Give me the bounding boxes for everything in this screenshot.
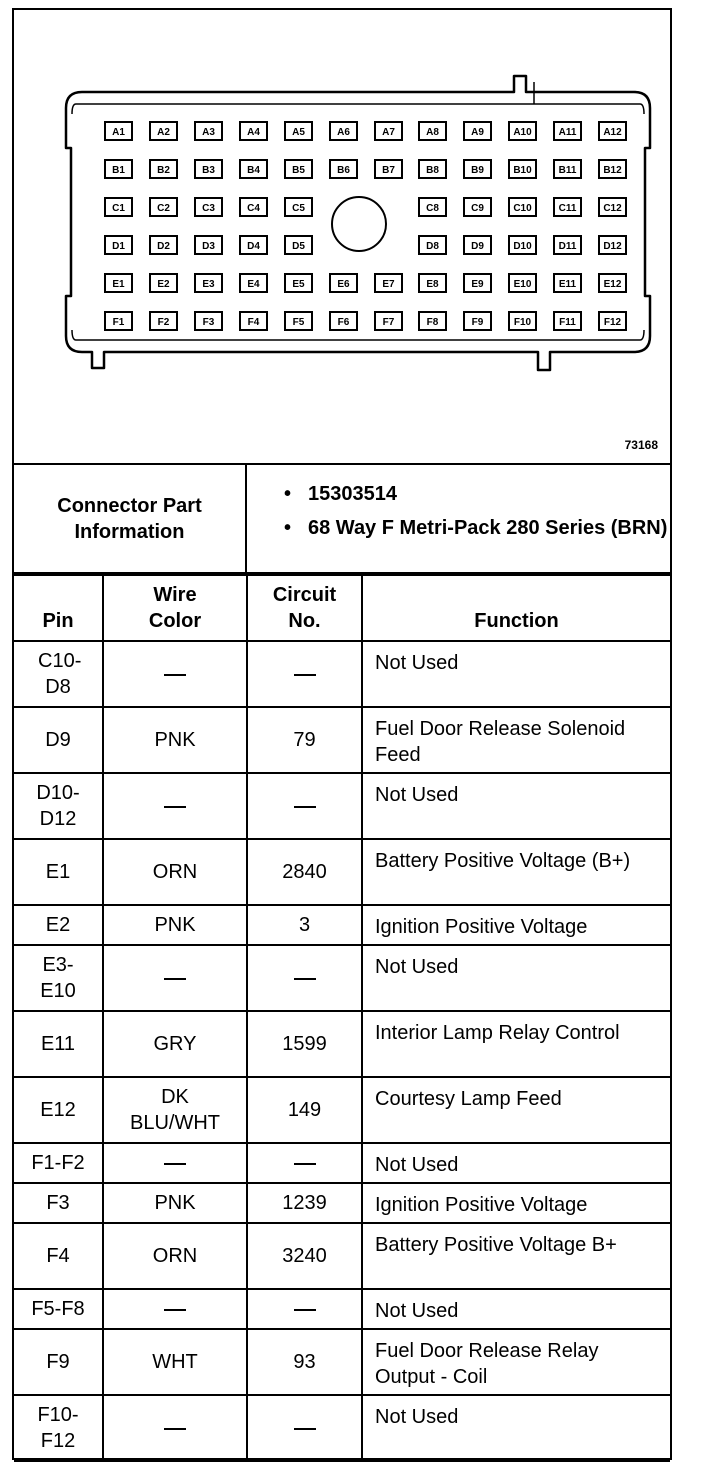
function-cell-text: Battery Positive Voltage B+: [375, 1234, 617, 1256]
pin-cell: [14, 1143, 103, 1183]
empty-dash: [164, 674, 186, 676]
function-cell-text: Not Used: [375, 1154, 459, 1176]
pin-cavity: [464, 122, 491, 140]
pin-label: C4: [247, 203, 260, 214]
wire-color-cell-text: ORN: [152, 861, 198, 883]
empty-dash: [164, 978, 186, 980]
pin-cell: [14, 1395, 103, 1461]
function-cell-text: Battery Positive Voltage (B+): [375, 850, 631, 872]
pin-label: B9: [471, 165, 484, 176]
wire-color-cell: [103, 1329, 247, 1395]
circuit-cell-text: 1599: [282, 1033, 327, 1055]
table-row: [14, 1011, 670, 1077]
circuit-cell-text: 3240: [282, 1245, 327, 1267]
pin-cavity: [285, 122, 312, 140]
pin-table-body: [14, 641, 670, 1461]
function-cell: [362, 1395, 670, 1461]
empty-dash: [164, 1309, 186, 1311]
pin-cell: [14, 707, 103, 773]
function-cell: [362, 1077, 670, 1143]
pin-label: A12: [603, 127, 622, 138]
pin-cell-text: C10-D8: [38, 650, 82, 698]
wire-color-cell: [103, 945, 247, 1011]
table-row: [14, 1395, 670, 1461]
pin-label: B1: [112, 165, 125, 176]
pin-cavity: [330, 274, 357, 292]
pin-cavity: [419, 122, 446, 140]
circuit-cell: [247, 1329, 362, 1395]
function-cell: [362, 945, 670, 1011]
function-cell: [362, 1289, 670, 1329]
circuit-cell-text: 2840: [282, 861, 327, 883]
pin-table: [14, 574, 670, 1462]
pin-cell: [14, 1289, 103, 1329]
table-row: [14, 1143, 670, 1183]
pin-label: D1: [112, 241, 125, 252]
function-cell: [362, 1143, 670, 1183]
pin-label: F5: [292, 317, 305, 328]
pin-label: C3: [202, 203, 215, 214]
wire-color-cell: [103, 1289, 247, 1329]
pin-cell-text: E2: [45, 914, 71, 936]
pin-label: B7: [382, 165, 395, 176]
pin-cell-text: F1-F2: [31, 1152, 85, 1174]
pin-cavity: [105, 236, 132, 254]
pin-label: B12: [603, 165, 622, 176]
pin-cavity: [330, 160, 357, 178]
pin-cell-text: E11: [40, 1033, 76, 1055]
function-cell-text: Interior Lamp Relay Control: [375, 1022, 620, 1044]
circuit-cell-text: 1239: [282, 1192, 327, 1214]
table-row: [14, 707, 670, 773]
pin-label: B6: [337, 165, 350, 176]
pin-label: D9: [471, 241, 484, 252]
pin-cell: [14, 945, 103, 1011]
pin-cell: [14, 839, 103, 905]
pin-cell: [14, 641, 103, 707]
pin-cavity: [240, 198, 267, 216]
wire-color-cell-text: WHT: [152, 1351, 198, 1373]
wire-color-cell-text: PNK: [154, 1192, 196, 1214]
pin-label: B2: [157, 165, 170, 176]
pin-cavity: [240, 312, 267, 330]
figure-number: 73168: [624, 438, 658, 452]
wire-color-cell: [103, 641, 247, 707]
pin-cavity: [150, 274, 177, 292]
connector-page: [12, 8, 672, 1460]
pin-cell-text: F10-F12: [37, 1404, 79, 1452]
pin-cavity: [150, 236, 177, 254]
pin-cavity: [554, 198, 581, 216]
pin-label: C5: [292, 203, 305, 214]
pin-label: B4: [247, 165, 260, 176]
wire-color-cell: [103, 1223, 247, 1289]
pin-label: A2: [157, 127, 170, 138]
wire-color-cell: [103, 1395, 247, 1461]
wire-color-cell: [103, 839, 247, 905]
pin-label: F9: [471, 317, 484, 328]
pin-label: F3: [202, 317, 215, 328]
pin-label: E5: [292, 279, 305, 290]
pin-cavity: [240, 274, 267, 292]
pin-label: F6: [337, 317, 350, 328]
pin-cavity: [509, 274, 536, 292]
pin-cavity: [554, 122, 581, 140]
pin-label: B10: [513, 165, 532, 176]
empty-dash: [294, 1163, 316, 1165]
pin-label: C1: [112, 203, 125, 214]
pin-cavity: [150, 312, 177, 330]
table-row: [14, 1077, 670, 1143]
pin-label: A1: [112, 127, 125, 138]
wire-color-cell: [103, 707, 247, 773]
pin-cavity: [240, 236, 267, 254]
pin-cavity: [285, 274, 312, 292]
wire-color-cell: [103, 905, 247, 945]
pin-cavity: [285, 312, 312, 330]
header-function: Function: [362, 575, 670, 641]
circuit-cell-text: 149: [287, 1099, 322, 1121]
pin-cavity: [375, 122, 402, 140]
circuit-cell: [247, 1183, 362, 1223]
function-cell: [362, 1183, 670, 1223]
header-pin: Pin: [14, 575, 103, 641]
function-cell: [362, 1329, 670, 1395]
pin-cell-text: E3-E10: [40, 954, 76, 1002]
function-cell-text: Not Used: [375, 956, 459, 978]
pin-cavity: [150, 122, 177, 140]
circuit-cell: [247, 1395, 362, 1461]
pin-cavity: [599, 274, 626, 292]
pin-label: E11: [558, 279, 577, 290]
function-cell: [362, 905, 670, 945]
table-row: [14, 773, 670, 839]
pin-label: E2: [157, 279, 170, 290]
function-cell: [362, 1223, 670, 1289]
pin-cavity: [195, 122, 222, 140]
circuit-cell: [247, 1077, 362, 1143]
pin-label: A10: [513, 127, 532, 138]
table-row: [14, 1289, 670, 1329]
pin-cavity: [375, 274, 402, 292]
pin-cavity: [419, 236, 446, 254]
function-cell: [362, 1011, 670, 1077]
pin-label: F4: [247, 317, 260, 328]
table-row: [14, 1223, 670, 1289]
pin-label: A7: [382, 127, 395, 138]
pin-cell: [14, 773, 103, 839]
connector-description: • 68 Way F Metri-Pack 280 Series (BRN): [284, 515, 668, 541]
pin-label: C11: [558, 203, 577, 214]
empty-dash: [294, 806, 316, 808]
pin-label: F1: [112, 317, 125, 328]
pin-cell-text: F5-F8: [31, 1298, 85, 1320]
pin-cavity: [464, 312, 491, 330]
pin-label: B11: [558, 165, 577, 176]
pin-label: C9: [471, 203, 484, 214]
pin-cavities: [105, 122, 626, 330]
pin-label: F2: [157, 317, 170, 328]
pin-cavity: [599, 312, 626, 330]
connector-info-list: [284, 481, 668, 549]
pin-cavity: [195, 312, 222, 330]
table-row: [14, 945, 670, 1011]
pin-label: A9: [471, 127, 484, 138]
table-row: [14, 839, 670, 905]
pin-label: A5: [292, 127, 305, 138]
pin-cell: [14, 1223, 103, 1289]
pin-cavity: [285, 236, 312, 254]
pin-cavity: [554, 236, 581, 254]
pin-cavity: [419, 160, 446, 178]
function-cell-text: Ignition Positive Voltage: [375, 1194, 588, 1216]
pin-cell: [14, 905, 103, 945]
pin-label: C8: [426, 203, 439, 214]
function-cell-text: Ignition Positive Voltage: [375, 916, 588, 938]
pin-cavity: [375, 160, 402, 178]
pin-label: E12: [603, 279, 622, 290]
empty-dash: [164, 1163, 186, 1165]
pin-label: C2: [157, 203, 170, 214]
pin-cavity: [464, 160, 491, 178]
pin-cavity: [195, 236, 222, 254]
empty-dash: [164, 806, 186, 808]
table-row: [14, 1183, 670, 1223]
pin-cavity: [509, 236, 536, 254]
pin-label: E7: [382, 279, 395, 290]
pin-cavity: [285, 160, 312, 178]
pin-cell-text: E12: [40, 1099, 76, 1121]
pin-cell: [14, 1011, 103, 1077]
table-row: [14, 1329, 670, 1395]
pin-label: B8: [426, 165, 439, 176]
empty-dash: [294, 1428, 316, 1430]
circuit-cell: [247, 1143, 362, 1183]
function-cell: [362, 773, 670, 839]
circuit-cell-text: 79: [293, 729, 316, 751]
pin-label: F11: [559, 317, 576, 328]
pin-cavity: [105, 160, 132, 178]
pin-cell-text: F3: [46, 1192, 70, 1214]
connector-part-information: [14, 465, 670, 574]
circuit-cell-text: 93: [293, 1351, 316, 1373]
function-cell-text: Fuel Door Release Solenoid Feed: [375, 718, 626, 766]
wire-color-cell-text: ORN: [152, 1245, 198, 1267]
pin-label: E1: [112, 279, 125, 290]
pin-cavity: [195, 198, 222, 216]
center-bolt-hole: [332, 197, 386, 251]
pin-label: A8: [426, 127, 439, 138]
pin-cell-text: D9: [45, 729, 71, 751]
pin-cavity: [554, 160, 581, 178]
table-row: [14, 641, 670, 707]
connector-part-number: • 15303514: [284, 481, 668, 507]
pin-cavity: [375, 312, 402, 330]
circuit-cell: [247, 1223, 362, 1289]
pin-cavity: [599, 122, 626, 140]
pin-cavity: [285, 198, 312, 216]
pin-cavity: [105, 122, 132, 140]
pin-label: E8: [426, 279, 439, 290]
table-row: [14, 905, 670, 945]
pin-cell-text: F9: [46, 1351, 70, 1373]
function-cell-text: Not Used: [375, 652, 459, 674]
pin-label: E10: [513, 279, 532, 290]
wire-color-cell: [103, 1183, 247, 1223]
pin-cavity: [150, 198, 177, 216]
empty-dash: [294, 978, 316, 980]
pin-cavity: [105, 274, 132, 292]
circuit-cell: [247, 641, 362, 707]
pin-label: F10: [513, 317, 532, 328]
circuit-cell: [247, 839, 362, 905]
pin-label: D12: [603, 241, 622, 252]
pin-label: D2: [157, 241, 170, 252]
pin-cavity: [464, 274, 491, 292]
function-cell-text: Not Used: [375, 1300, 459, 1322]
pin-cavity: [509, 122, 536, 140]
function-cell-text: Fuel Door Release Relay Output - Coil: [375, 1340, 599, 1388]
function-cell: [362, 641, 670, 707]
circuit-cell: [247, 707, 362, 773]
pin-cavity: [464, 236, 491, 254]
pin-cell-text: F4: [46, 1245, 70, 1267]
function-cell-text: Not Used: [375, 1406, 459, 1428]
pin-cavity: [509, 160, 536, 178]
wire-color-cell: [103, 773, 247, 839]
pin-label: A3: [202, 127, 215, 138]
function-cell: [362, 707, 670, 773]
empty-dash: [294, 1309, 316, 1311]
pin-label: D5: [292, 241, 305, 252]
pin-label: E9: [471, 279, 484, 290]
wire-color-cell: [103, 1011, 247, 1077]
wire-color-cell-text: DK BLU/WHT: [130, 1086, 220, 1134]
table-header-row: [14, 575, 670, 641]
pin-cavity: [554, 274, 581, 292]
pin-cavity: [330, 312, 357, 330]
header-circuit-no: Circuit No.: [247, 575, 362, 641]
pin-label: F12: [603, 317, 622, 328]
function-cell-text: Courtesy Lamp Feed: [375, 1088, 562, 1110]
wire-color-cell: [103, 1143, 247, 1183]
pin-cavity: [509, 198, 536, 216]
pin-label: A4: [247, 127, 260, 138]
pin-label: E6: [337, 279, 350, 290]
pin-cell-text: E1: [45, 861, 71, 883]
pin-cavity: [240, 122, 267, 140]
pin-cavity: [419, 312, 446, 330]
header-wire-color: Wire Color: [103, 575, 247, 641]
pin-label: D10: [513, 241, 532, 252]
function-cell-text: Not Used: [375, 784, 459, 806]
circuit-cell-text: 3: [298, 914, 311, 936]
pin-label: F7: [382, 317, 395, 328]
pin-cavity: [195, 160, 222, 178]
connector-face-drawing: [14, 10, 670, 465]
pin-cavity: [509, 312, 536, 330]
pin-cavity: [195, 274, 222, 292]
pin-cavity: [599, 198, 626, 216]
pin-cavity: [599, 236, 626, 254]
pin-label: A11: [558, 127, 577, 138]
empty-dash: [164, 1428, 186, 1430]
wire-color-cell-text: PNK: [154, 729, 196, 751]
pin-cavity: [464, 198, 491, 216]
wire-color-cell: [103, 1077, 247, 1143]
pin-cell: [14, 1077, 103, 1143]
pin-label: A6: [337, 127, 350, 138]
pin-cavity: [554, 312, 581, 330]
connector-diagram: [14, 10, 670, 465]
pin-cavity: [150, 160, 177, 178]
pin-label: B5: [292, 165, 305, 176]
pin-label: D8: [426, 241, 439, 252]
pin-cell: [14, 1329, 103, 1395]
wire-color-cell-text: PNK: [154, 914, 196, 936]
pin-label: D11: [558, 241, 577, 252]
function-cell: [362, 839, 670, 905]
circuit-cell: [247, 773, 362, 839]
pin-label: B3: [202, 165, 215, 176]
circuit-cell: [247, 945, 362, 1011]
connector-info-label: Connector Part Information: [14, 465, 247, 572]
circuit-cell: [247, 905, 362, 945]
pin-cavity: [419, 198, 446, 216]
circuit-cell: [247, 1289, 362, 1329]
circuit-cell: [247, 1011, 362, 1077]
pin-label: F8: [426, 317, 439, 328]
pin-label: D3: [202, 241, 215, 252]
pin-label: E4: [247, 279, 260, 290]
empty-dash: [294, 674, 316, 676]
pin-label: E3: [202, 279, 215, 290]
pin-cavity: [330, 122, 357, 140]
pin-cavity: [105, 198, 132, 216]
pin-cell-text: D10-D12: [36, 782, 80, 830]
pin-cavity: [105, 312, 132, 330]
pin-label: C12: [603, 203, 622, 214]
pin-cavity: [419, 274, 446, 292]
wire-color-cell-text: GRY: [153, 1033, 197, 1055]
pin-label: C10: [513, 203, 532, 214]
pin-cavity: [240, 160, 267, 178]
pin-label: D4: [247, 241, 260, 252]
pin-cavity: [599, 160, 626, 178]
pin-cell: [14, 1183, 103, 1223]
